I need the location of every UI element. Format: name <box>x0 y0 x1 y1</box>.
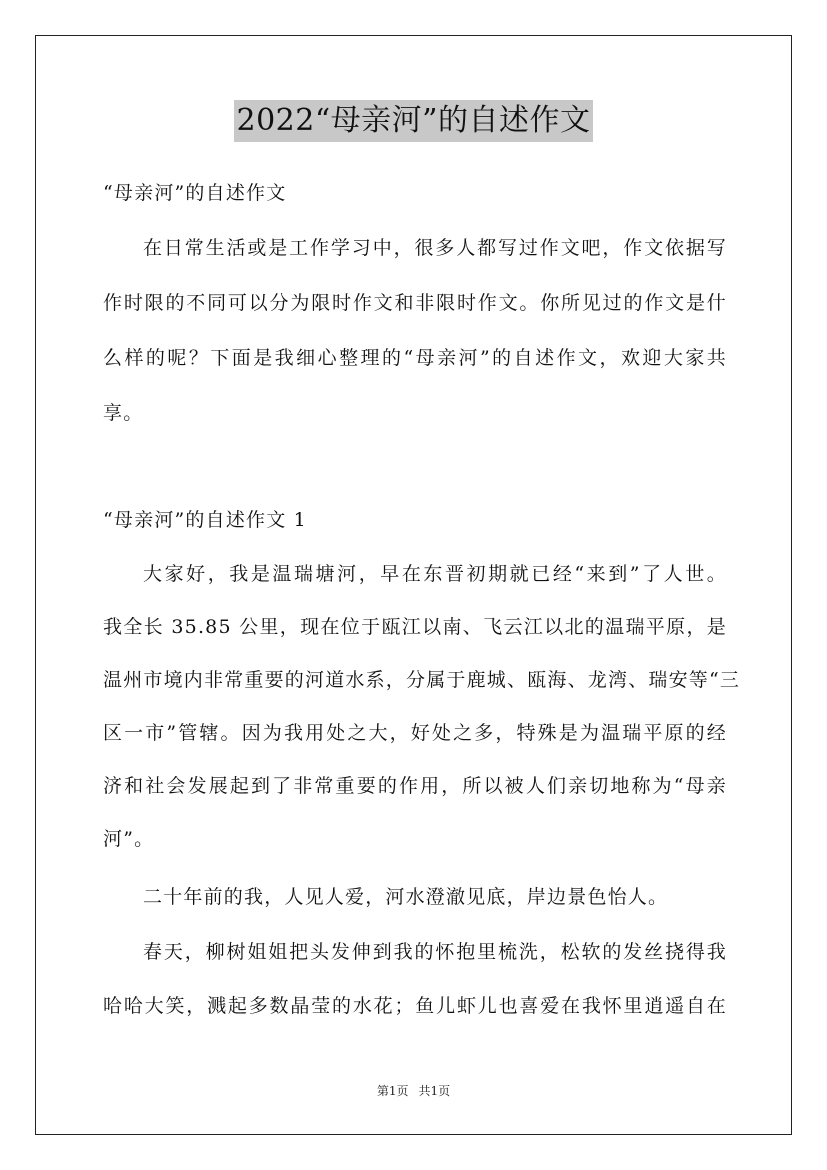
paragraph-line: 河”。 <box>103 828 155 850</box>
paragraph-line: 哈哈大笑，溅起多数晶莹的水花；鱼儿虾儿也喜爱在我怀里逍遥自在 <box>103 995 727 1017</box>
section-heading: “母亲河”的自述作文 1 <box>103 509 307 531</box>
paragraph-line: 区一市”管辖。因为我用处之大，好处之多，特殊是为温瑞平原的经 <box>103 722 727 744</box>
paragraph-line: 我全长 35.85 公里，现在位于瓯江以南、飞云江以北的温瑞平原，是 <box>103 616 727 638</box>
page-total: 共1页 <box>418 1084 451 1098</box>
paragraph-line: 大家好，我是温瑞塘河，早在东晋初期就已经“来到”了人世。 <box>143 563 727 585</box>
document-title: 2022“母亲河”的自述作文 <box>234 100 592 142</box>
paragraph-line: 作时限的不同可以分为限时作文和非限时作文。你所见过的作文是什 <box>103 292 727 314</box>
paragraph-line: 济和社会发展起到了非常重要的作用，所以被人们亲切地称为“母亲 <box>103 775 727 797</box>
section-heading: “母亲河”的自述作文 <box>103 182 287 204</box>
paragraph-line: 在日常生活或是工作学习中，很多人都写过作文吧，作文依据写 <box>143 237 727 259</box>
paragraph-line: 么样的呢？下面是我细心整理的“母亲河”的自述作文，欢迎大家共 <box>103 347 727 369</box>
title-container <box>0 100 827 142</box>
paragraph-line: 温州市境内非常重要的河道水系，分属于鹿城、瓯海、龙湾、瑞安等“三 <box>103 669 741 691</box>
paragraph-line: 春天，柳树姐姐把头发伸到我的怀抱里梳洗，松软的发丝挠得我 <box>143 941 727 963</box>
page-number: 第1页 <box>376 1084 409 1098</box>
paragraph-line: 二十年前的我，人见人爱，河水澄澈见底，岸边景色怡人。 <box>143 886 669 908</box>
paragraph-line: 享。 <box>103 402 144 424</box>
page-footer <box>0 1082 827 1099</box>
